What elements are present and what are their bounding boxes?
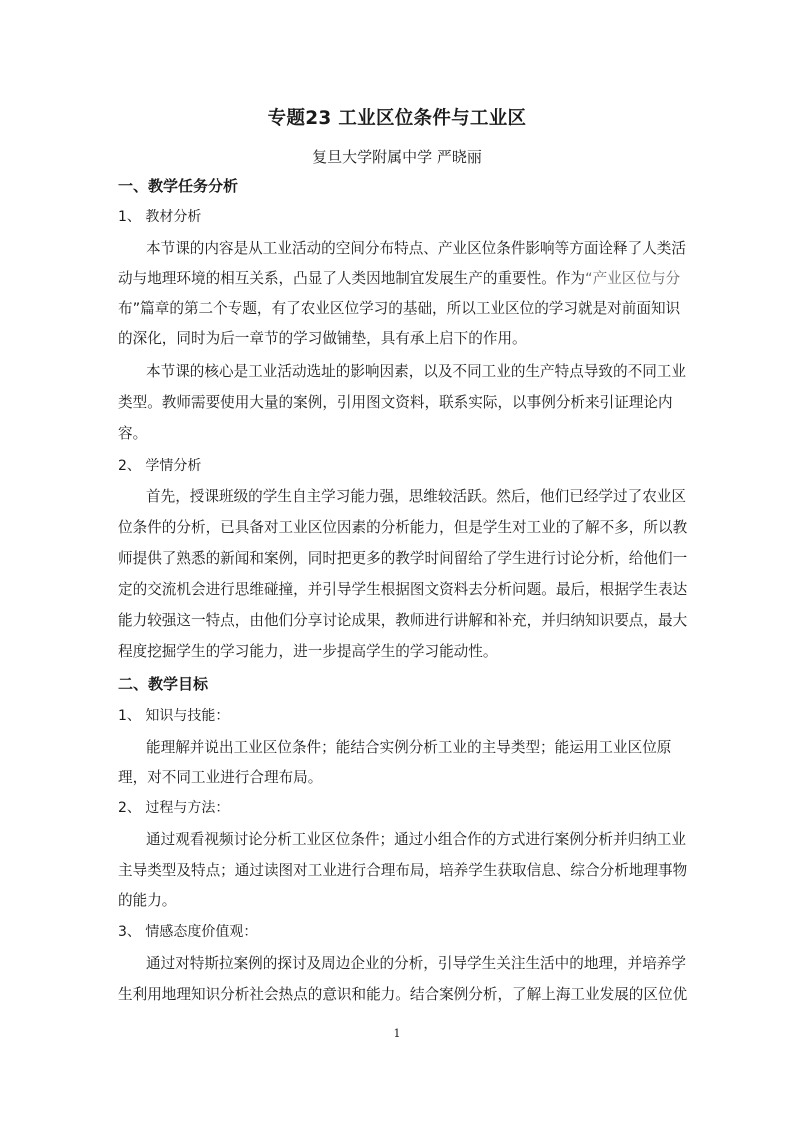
paragraph-line: 的深化，同时为后一章节的学习做铺垫，具有承上启下的作用。 [118,330,527,347]
paragraph-line: 容。 [118,425,148,442]
paragraph-line: 的能力。 [118,892,177,909]
paragraph-line: 生利用地理知识分析社会热点的意识和能力。结合案例分析，了解上海工业发展的区位优 [118,986,688,1003]
subsection-heading: 2、 过程与方法： [118,800,230,816]
paragraph-line: 理，对不同工业进行合理布局。 [118,769,323,786]
paragraph-line: 定的交流机会进行思维碰撞，并引导学生根据图文资料去分析问题。最后，根据学生表达 [118,581,688,598]
paragraph-line: 能理解并说出工业区位条件；能结合实例分析工业的主导类型；能运用工业区位原 [146,739,672,756]
paragraph-line: 首先，授课班级的学生自主学习能力强，思维较活跃。然后，他们已经学过了农业区 [146,488,686,505]
paragraph-line: 能力较强这一特点，由他们分享讨论成果，教师进行讲解和补充，并归纳知识要点，最大 [118,612,688,629]
section-heading: 二、教学目标 [118,675,209,693]
paragraph-line: 类型。教师需要使用大量的案例，引用图文资料，联系实际，以事例分析来引证理论内 [118,394,673,411]
quoted-text: “产业区位与分 [585,270,681,287]
quoted-text: 布” [118,300,141,317]
paragraph-line: 程度挖掘学生的学习能力，进一步提高学生的学习能动性。 [118,643,498,660]
section-heading: 一、教学任务分析 [118,177,239,195]
paragraph-line [118,299,680,319]
paragraph-line: 主导类型及特点；通过读图对工业进行合理布局，培养学生获取信息、综合分析地理事物 [118,862,688,879]
paragraph-line: 师提供了熟悉的新闻和案例，同时把更多的教学时间留给了学生进行讨论分析，给他们一 [118,550,688,567]
paragraph-line: 通过对特斯拉案例的探讨及周边企业的分析，引导学生关注生活中的地理，并培养学 [146,955,686,972]
paragraph-line: 本节课的核心是工业活动选址的影响因素，以及不同工业的生产特点导致的不同工业 [146,363,686,380]
document-title: 专题23 工业区位条件与工业区 [267,108,527,129]
subsection-heading: 3、 情感态度价值观： [118,924,258,940]
paragraph-line: 位条件的分析，已具备对工业区位因素的分析能力，但是学生对工业的了解不多，所以教 [118,519,688,536]
paragraph-line: 通过观看视频讨论分析工业区位条件；通过小组合作的方式进行案例分析并归纳工业 [146,831,686,848]
paragraph-line [118,269,680,289]
subsection-heading: 2、 学情分析 [118,458,202,474]
paragraph-line: 本节课的内容是从工业活动的空间分布特点、产业区位条件影响等方面诠释了人类活 [146,240,686,257]
subsection-heading: 1、 教材分析 [118,209,202,225]
page-number: 1 [393,1027,401,1040]
text-run: 动与地理环境的相互关系，凸显了人类因地制宜发展生产的重要性。作为 [118,270,586,287]
subsection-heading: 1、 知识与技能： [118,708,230,724]
document-author: 复旦大学附属中学 严晓丽 [312,148,482,166]
text-run: 篇章的第二个专题，有了农业区位学习的基础，所以工业区位的学习就是对前面知识 [140,300,681,317]
